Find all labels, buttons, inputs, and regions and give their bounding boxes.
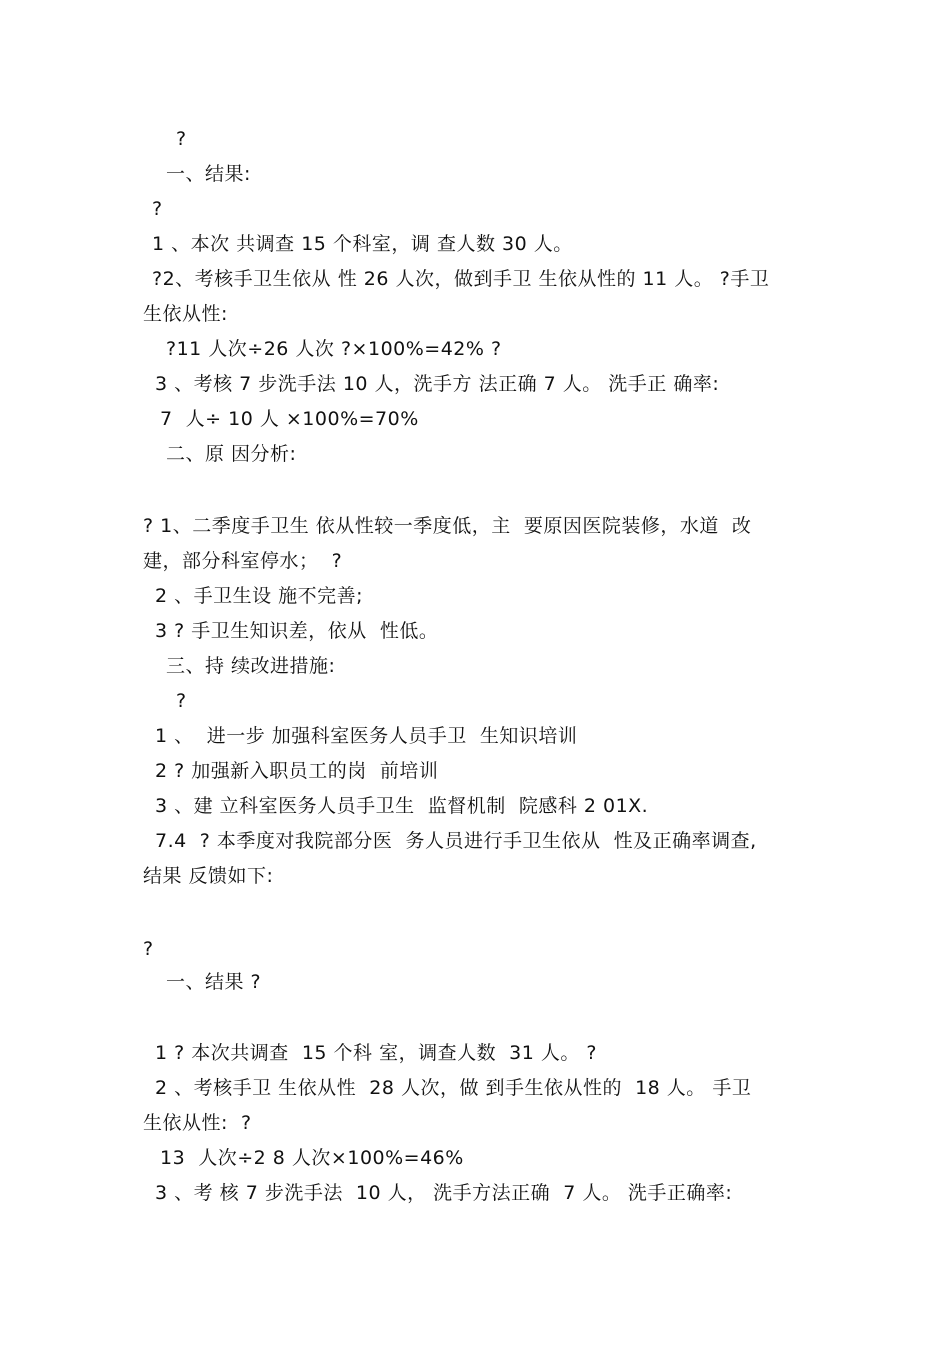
paragraph-line: 3 、建 立科室医务人员手卫生 监督机制 院感科 2 01X. xyxy=(155,795,649,817)
paragraph-line: 2 、手卫生设 施不完善; xyxy=(155,585,364,607)
paragraph-line: 7.4 ? 本季度对我院部分医 务人员进行手卫生依从 性及正确率调查, xyxy=(155,830,757,852)
paragraph-line: 1 、本次 共调查 15 个科室，调 查人数 30 人。 xyxy=(152,233,573,255)
section-heading-results-2: 一、结果 ? xyxy=(166,971,262,993)
paragraph-line: 3 、考 核 7 步洗手法 10 人， 洗手方法正确 7 人。 洗手正确率: xyxy=(155,1182,733,1204)
stray-mark: ? xyxy=(143,938,154,960)
paragraph-line: 2 、考核手卫 生依从性 28 人次，做 到手生依从性的 18 人。 手卫 xyxy=(155,1077,752,1099)
stray-mark: ? xyxy=(176,128,187,150)
section-heading-results: 一、结果: xyxy=(166,163,251,185)
stray-mark: ? xyxy=(176,690,187,712)
paragraph-line: 生依从性: xyxy=(143,303,228,325)
paragraph-line: 1 ? 本次共调查 15 个科 室，调查人数 31 人。 ? xyxy=(155,1042,598,1064)
stray-mark: ? xyxy=(152,198,163,220)
paragraph-line: 3 、考核 7 步洗手法 10 人，洗手方 法正确 7 人。 洗手正 确率: xyxy=(155,373,720,395)
paragraph-line: 建，部分科室停水； ? xyxy=(143,550,343,572)
paragraph-line: 生依从性: ? xyxy=(143,1112,252,1134)
formula-line: 13 人次÷2 8 人次×100%=46% xyxy=(160,1147,464,1169)
paragraph-line: 结果 反馈如下: xyxy=(143,865,274,887)
paragraph-line: ? 1、二季度手卫生 依从性较一季度低，主 要原因医院装修，水道 改 xyxy=(143,515,752,537)
formula-line: 7 人÷ 10 人 ×100%=70% xyxy=(160,408,419,430)
paragraph-line: 3 ? 手卫生知识差，依从 性低。 xyxy=(155,620,439,642)
section-heading-analysis: 二、原 因分析: xyxy=(166,443,297,465)
paragraph-line: ?2、考核手卫生依从 性 26 人次，做到手卫 生依从性的 11 人。 ?手卫 xyxy=(152,268,770,290)
paragraph-line: 1 、 进一步 加强科室医务人员手卫 生知识培训 xyxy=(155,725,578,747)
formula-line: ?11 人次÷26 人次 ?×100%=42% ? xyxy=(166,338,502,360)
paragraph-line: 2 ? 加强新入职员工的岗 前培训 xyxy=(155,760,439,782)
section-heading-improvement: 三、持 续改进措施: xyxy=(166,655,336,677)
